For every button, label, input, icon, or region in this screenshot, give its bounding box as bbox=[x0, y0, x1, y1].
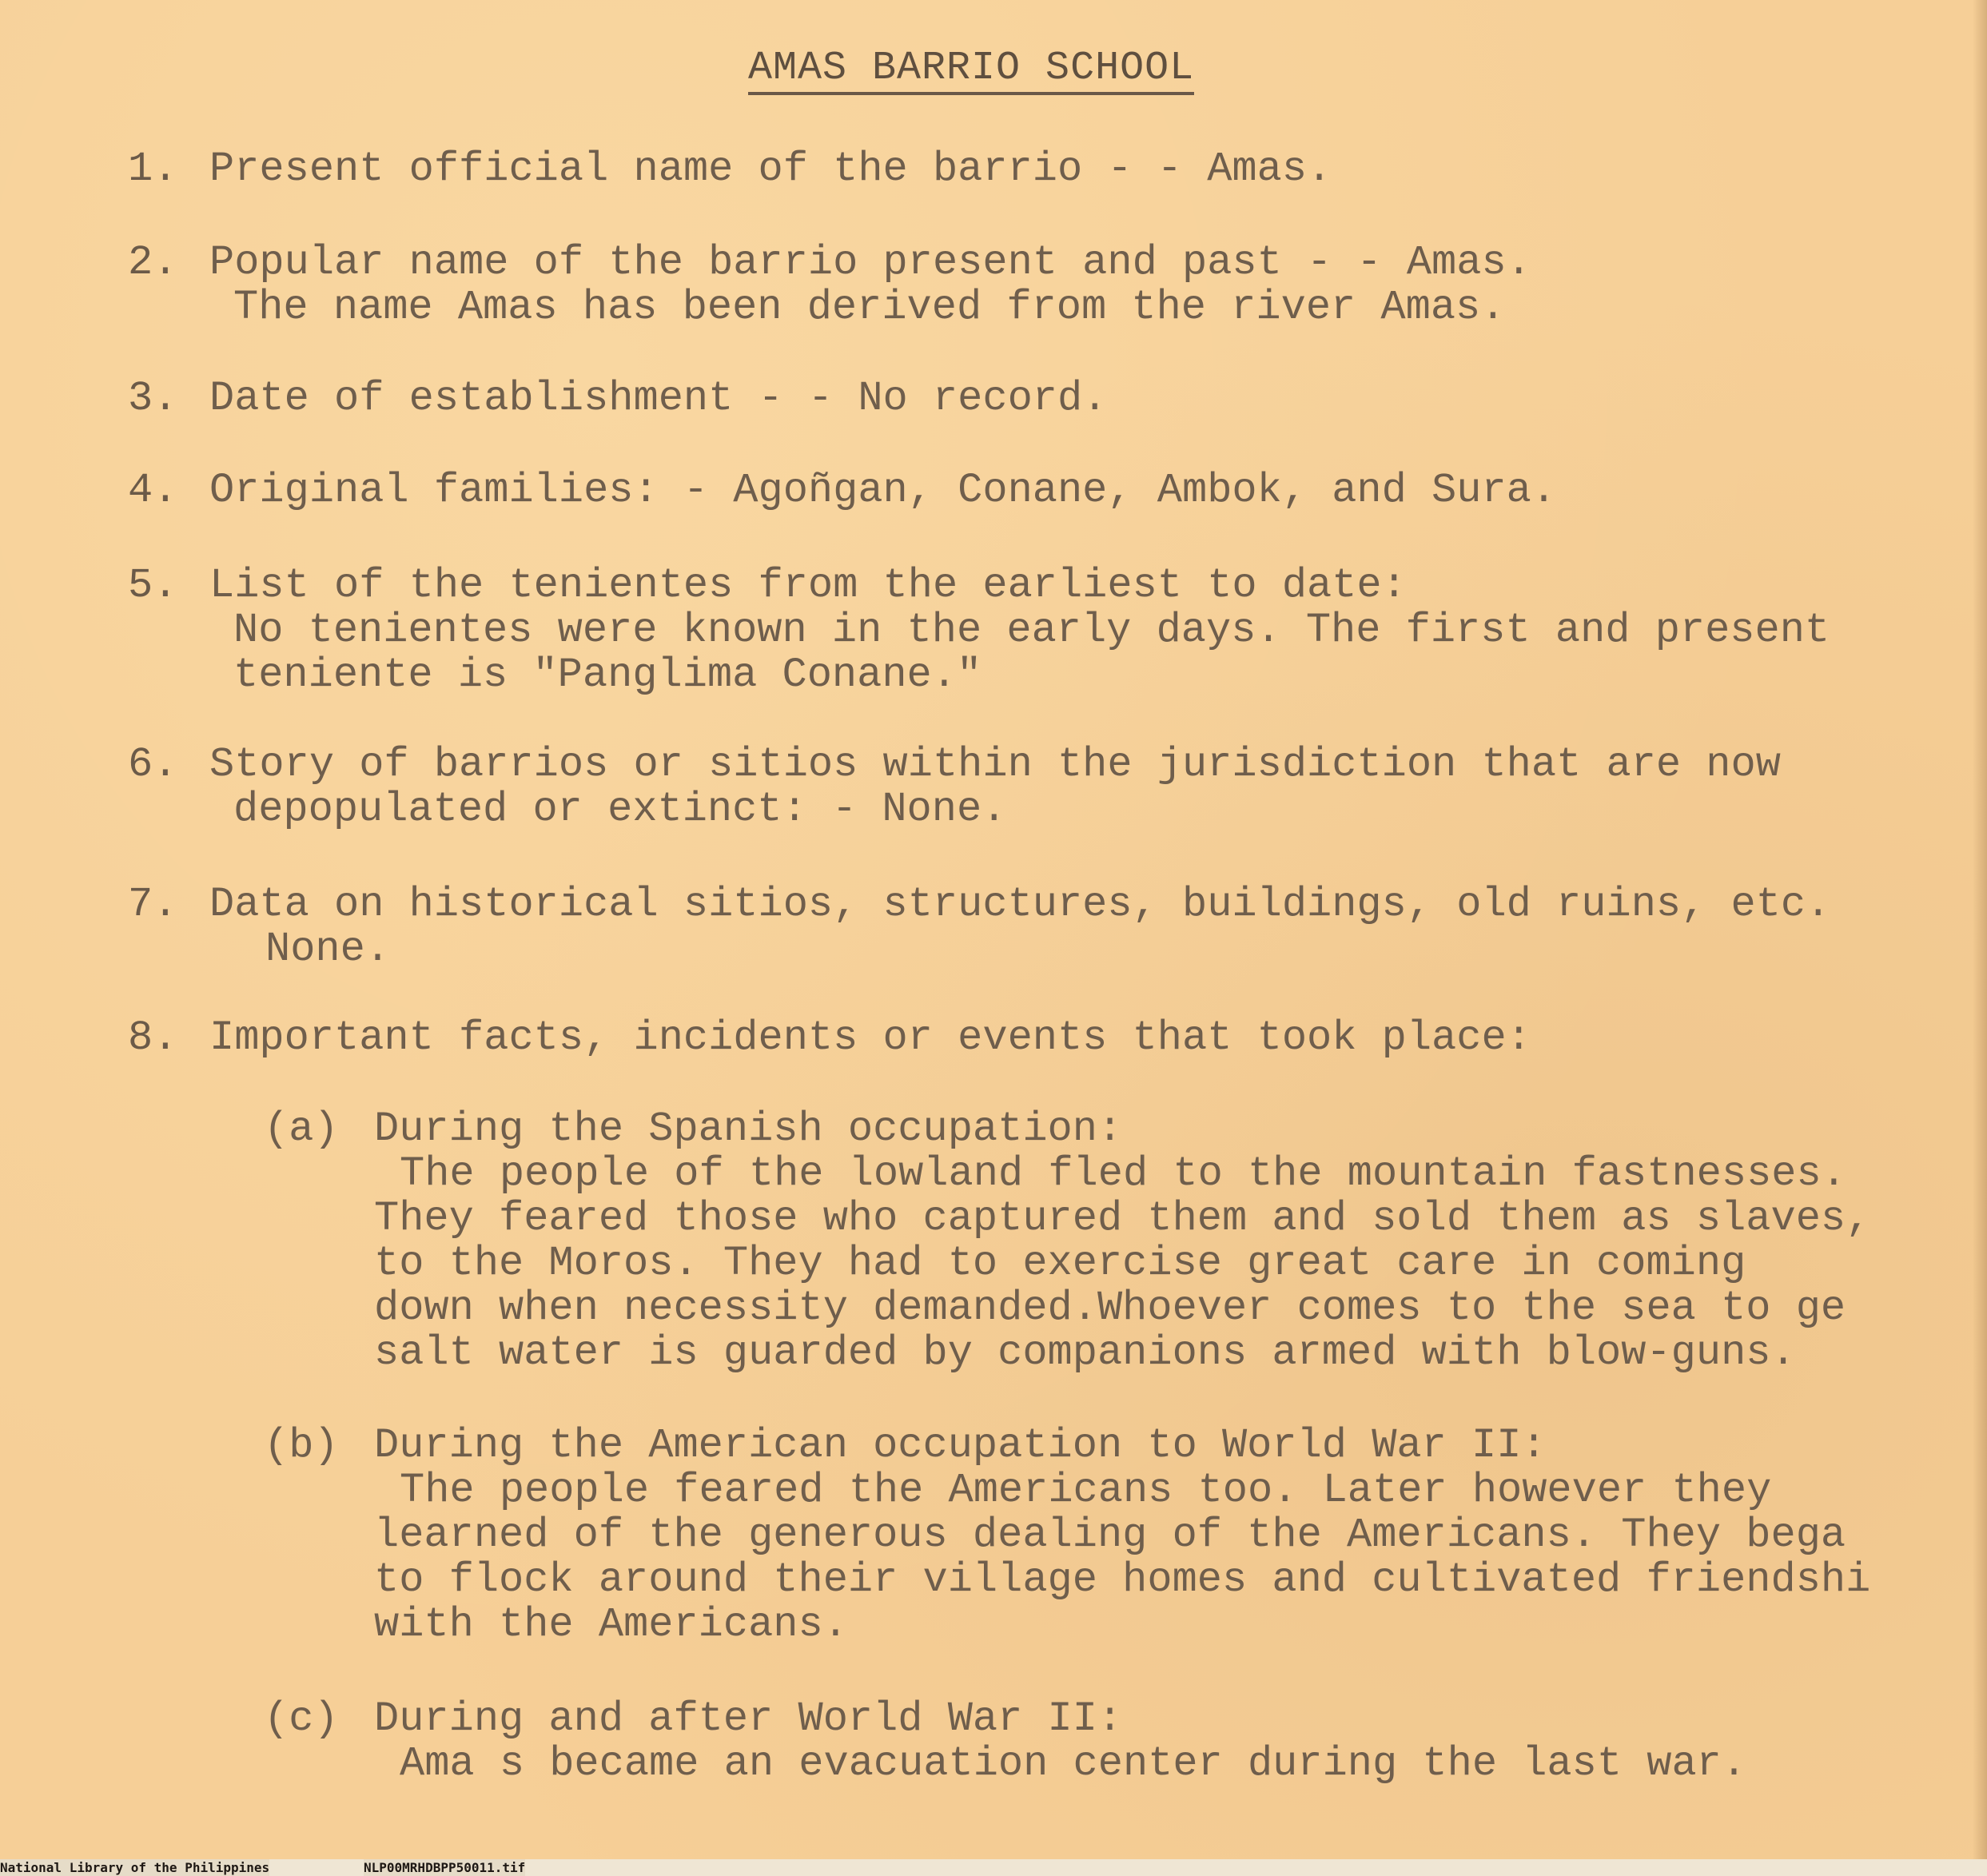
page-edge-shadow bbox=[1973, 0, 1987, 1876]
item-line: The name Amas has been derived from the river Amas. bbox=[233, 284, 1506, 331]
item-number: 4. bbox=[128, 467, 178, 514]
item-number: 5. bbox=[128, 562, 178, 609]
document-title: AMAS BARRIO SCHOOL bbox=[748, 46, 1194, 95]
item-number: 2. bbox=[128, 239, 178, 286]
subitem-line: down when necessity demanded.Whoever comes to the sea to ge bbox=[374, 1285, 1846, 1332]
item-line: None. bbox=[265, 926, 391, 973]
footer-source-label: National Library of the Philippines bbox=[0, 1860, 270, 1875]
subitem-line: The people feared the Americans too. Later however they bbox=[400, 1467, 1772, 1514]
item-line: No tenientes were known in the early days. The first and present bbox=[233, 607, 1830, 654]
subitem-marker: (b) bbox=[264, 1422, 339, 1469]
item-line: Important facts, incidents or events that took place: bbox=[209, 1014, 1531, 1061]
item-number: 8. bbox=[128, 1014, 178, 1061]
subitem-line: salt water is guarded by companions armed with blow-guns. bbox=[374, 1329, 1796, 1376]
item-line: List of the tenientes from the earliest to date: bbox=[209, 562, 1407, 609]
subitem-line: to the Moros. They had to exercise great care in coming bbox=[374, 1240, 1746, 1287]
footer-band bbox=[0, 1859, 1987, 1876]
subitem-marker: (c) bbox=[264, 1695, 339, 1743]
item-number: 3. bbox=[128, 375, 178, 422]
subitem-line: During the Spanish occupation: bbox=[374, 1105, 1123, 1153]
item-number: 7. bbox=[128, 881, 178, 928]
subitem-line: with the Americans. bbox=[374, 1601, 848, 1648]
item-line: Original families: - Agoñgan, Conane, Ambok, and Sura. bbox=[209, 467, 1557, 514]
subitem-line: to flock around their village homes and cultivated friendshi bbox=[374, 1556, 1871, 1603]
item-number: 1. bbox=[128, 145, 178, 193]
item-line: Date of establishment - - No record. bbox=[209, 375, 1108, 422]
subitem-line: The people of the lowland fled to the mountain fastnesses. bbox=[400, 1150, 1846, 1197]
subitem-line: During the American occupation to World War II: bbox=[374, 1422, 1547, 1469]
item-line: teniente is "Panglima Conane." bbox=[233, 651, 982, 699]
item-line: depopulated or extinct: - None. bbox=[233, 786, 1007, 833]
subitem-line: learned of the generous dealing of the Americans. They bega bbox=[374, 1512, 1846, 1559]
item-line: Data on historical sitios, structures, buildings, old ruins, etc. bbox=[209, 881, 1831, 928]
item-line: Story of barrios or sitios within the jurisdiction that are now bbox=[209, 741, 1781, 788]
subitem-line: They feared those who captured them and sold them as slaves, bbox=[374, 1195, 1871, 1242]
item-line: Popular name of the barrio present and past - - Amas. bbox=[209, 239, 1531, 286]
footer-file-name: NLP00MRHDBPP50011.tif bbox=[364, 1860, 526, 1875]
item-number: 6. bbox=[128, 741, 178, 788]
item-line: Present official name of the barrio - - Amas. bbox=[209, 145, 1332, 193]
subitem-line: During and after World War II: bbox=[374, 1695, 1123, 1743]
subitem-line: Ama s became an evacuation center during the last war. bbox=[400, 1740, 1747, 1787]
subitem-marker: (a) bbox=[264, 1105, 339, 1153]
